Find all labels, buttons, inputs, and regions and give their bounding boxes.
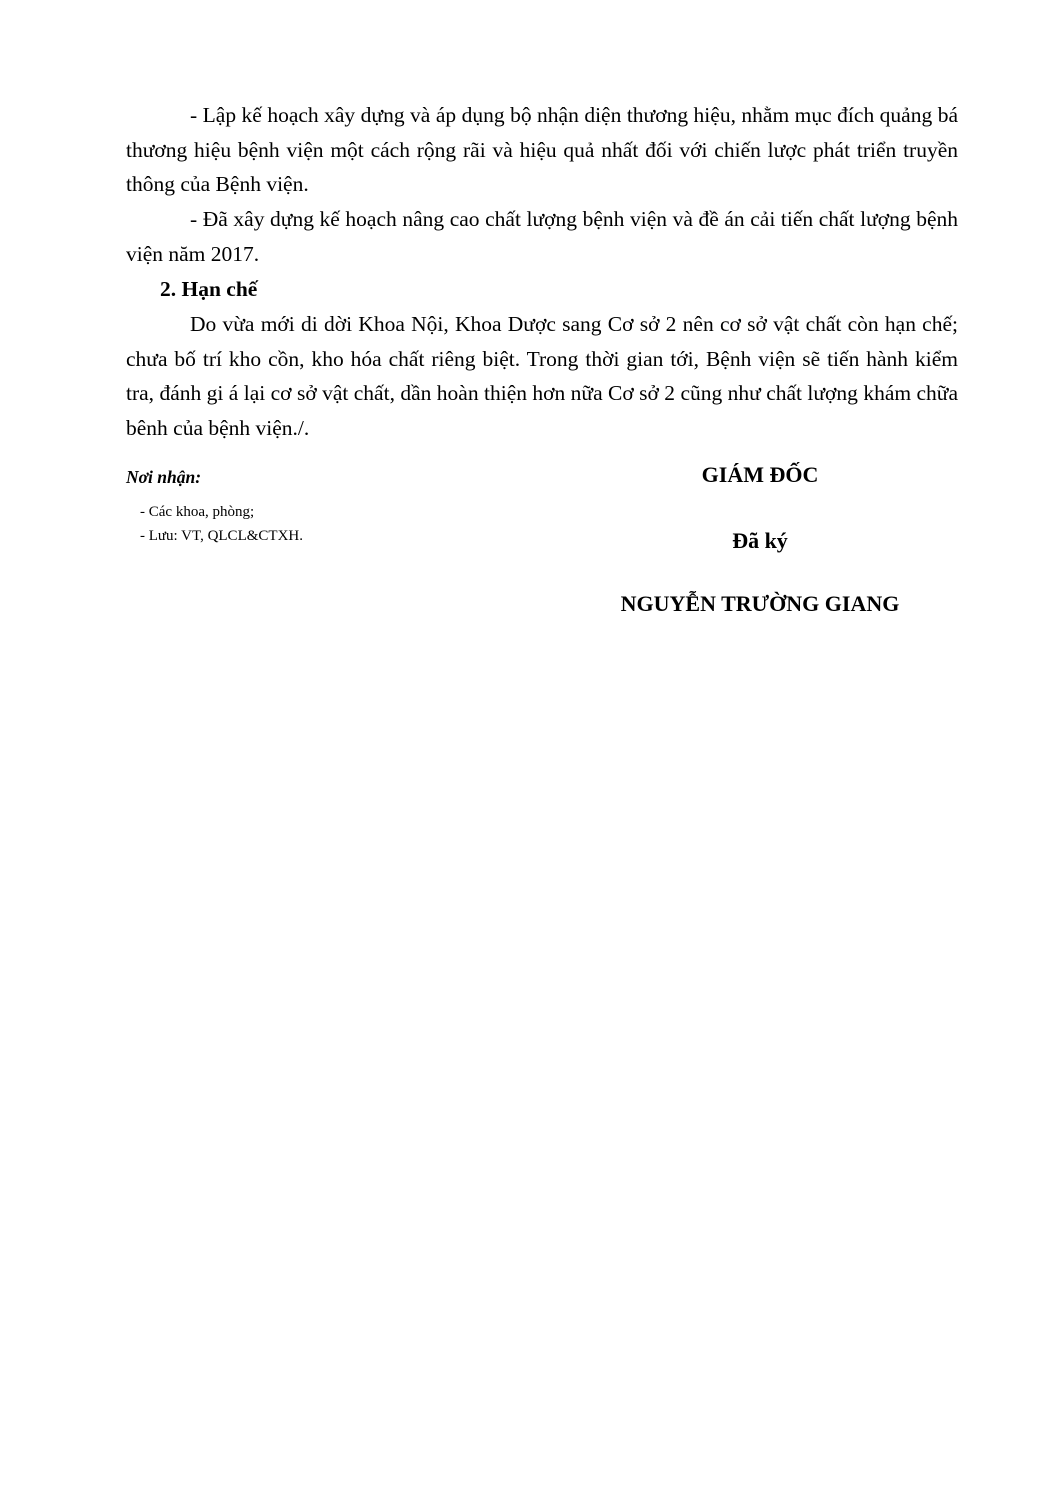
signer-name: NGUYỄN TRƯỜNG GIANG	[620, 591, 900, 616]
paragraph-quality-plan: - Đã xây dựng kế hoạch nâng cao chất lượng bệnh viện và đề án cải tiến chất lượng bệnh viện năm 2017.	[126, 207, 958, 266]
section-heading-limitations: 2. Hạn chế	[160, 277, 258, 301]
recipient-item: - Lưu: VT, QLCL&CTXH.	[140, 528, 303, 544]
signature-signed-note: Đã ký	[732, 528, 788, 553]
signature-title: GIÁM ĐỐC	[701, 462, 819, 487]
recipients-list	[140, 500, 303, 548]
paragraph-branding-plan: - Lập kế hoạch xây dựng và áp dụng bộ nhận diện thương hiệu, nhằm mục đích quảng bá thương hiệu bệnh viện một cách rộng rãi và hiệu quả nhất đối với chiến lược phát triển truyền thông của Bệnh viện.	[126, 103, 958, 196]
recipient-item: - Các khoa, phòng;	[140, 504, 255, 520]
paragraph-limitations: Do vừa mới di dời Khoa Nội, Khoa Dược sang Cơ sở 2 nên cơ sở vật chất còn hạn chế; chưa bố trí kho cồn, kho hóa chất riêng biệt. Trong thời gian tới, Bệnh viện sẽ tiến hành kiểm tra, đánh gi á lại cơ sở vật chất, dần hoàn thiện hơn nữa Cơ sở 2 cũng như chất lượng khám chữa bênh của bệnh viện./.	[126, 312, 958, 440]
recipients-title: Nơi nhận:	[126, 467, 202, 487]
